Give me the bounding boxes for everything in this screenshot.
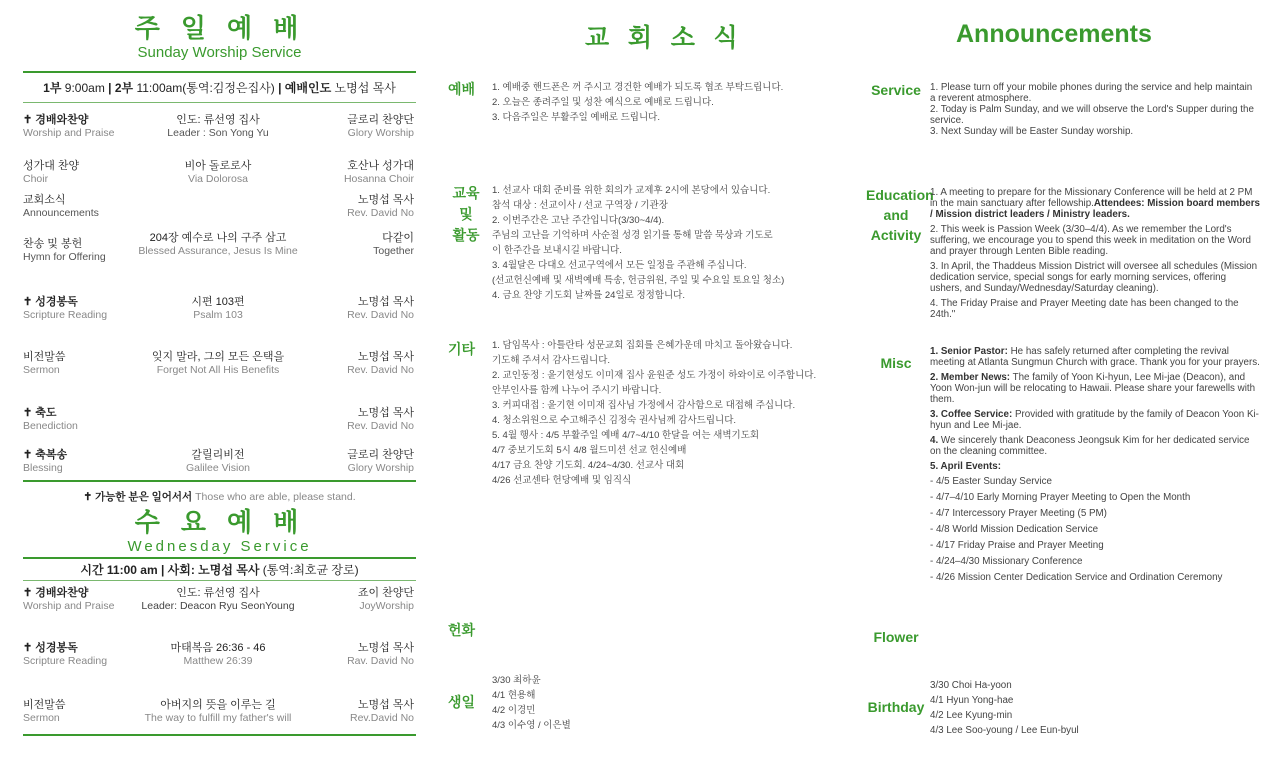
order-item-en: Scripture Reading	[23, 655, 108, 667]
note-text: The family of Yoon Ki-hyun, Lee Mi-jae (Deacon), and Yoon Won-jun will be relocating to Hawaii. Please share your farewells with them.	[930, 372, 1256, 405]
order-person-en: Rev. David No	[347, 420, 414, 432]
birthday-item: 4/3 Lee Soo-young / Lee Eun-byul	[930, 725, 1079, 736]
order-person-en: Rav. David No	[347, 655, 414, 667]
order-item-en: Scripture Reading	[23, 309, 108, 321]
divider	[23, 480, 416, 482]
order-detail-kr: 갈릴리비전	[191, 449, 245, 461]
note-line: 4/26 선교센타 헌당예배 및 임직식	[492, 475, 632, 486]
note-line: 2. 교인동정 : 윤기현성도 이미재 집사 윤원준 성도 가정이 하와이로 이주합니다.	[492, 370, 817, 381]
order-detail-en: Psalm 103	[193, 309, 243, 321]
note-heading: 2. Member News:	[930, 372, 1011, 383]
birthday-label: 생일	[448, 695, 476, 711]
note-line: 4. 금요 찬양 기도회 날짜를 24일로 정정합니다.	[492, 290, 685, 301]
birthday-item: 4/2 Lee Kyung-min	[930, 710, 1013, 721]
service-2-label: 2부	[114, 81, 134, 95]
note-heading: 1. Senior Pastor:	[930, 346, 1008, 357]
birthday-item: 3/30 Choi Ha-yoon	[930, 680, 1012, 691]
order-person-en: Rev. David No	[347, 309, 414, 321]
order-person-kr: 노명섭 목사	[357, 407, 414, 419]
flower-label: 헌화	[448, 623, 476, 639]
note-line: 4/7 중보기도회 5시 4/8 월드미션 선교 헌신예배	[492, 445, 687, 456]
order-item-kr: ✝ 경배와찬양	[23, 587, 89, 599]
note-paragraph	[930, 372, 1260, 405]
note-line: 기도해 주셔서 감사드립니다.	[492, 355, 611, 366]
order-item-kr: 성가대 찬양	[23, 160, 80, 172]
misc-notes	[492, 338, 816, 488]
event-item: - 4/8 World Mission Dedication Service	[930, 524, 1260, 535]
wednesday-subtitle: Wednesday Service	[127, 538, 312, 555]
divider	[23, 580, 416, 581]
note-line: 1. Please turn off your mobile phones during the service and help maintain a reverent atmosphere.	[930, 82, 1253, 104]
sunday-time-bar	[23, 79, 416, 96]
announcements-title: Announcements	[956, 20, 1152, 48]
order-detail-kr: 비아 돌로로사	[184, 160, 252, 172]
note-line: 참석 대상 : 선교이사 / 선교 구역장 / 기관장	[492, 200, 668, 211]
birthday-list	[930, 678, 1260, 738]
order-detail-kr: 시편 103편	[191, 296, 245, 308]
birthday-item: 4/3 이수영 / 이은별	[492, 720, 571, 731]
order-person-kr: 호산나 성가대	[347, 160, 414, 172]
divider	[23, 102, 416, 103]
order-person-kr: 다같이	[382, 232, 414, 244]
divider	[23, 71, 416, 73]
note-text: Provided with gratitude by the family of Deacon Yoon Ki-hyun and Lee Mi-jae.	[930, 409, 1259, 431]
event-item: - 4/5 Easter Sunday Service	[930, 476, 1260, 487]
order-item-kr: 비전말씀	[23, 699, 66, 711]
note-line: 2. 이번주간은 고난 주간입니다(3/30~4/4).	[492, 215, 665, 226]
order-item-en: Sermon	[23, 712, 60, 724]
education-label-line: Education	[866, 187, 934, 203]
order-item-kr: 교회소식	[23, 194, 66, 206]
separator: |	[108, 81, 115, 95]
note-line: 3. 커피대접 : 윤기현 이미재 집사님 가정에서 감사함으로 대접해 주십니다.	[492, 400, 796, 411]
church-news-column	[448, 0, 848, 777]
order-item-en: Benediction	[23, 420, 78, 432]
order-detail-kr: 마태복음 26:36 - 46	[170, 642, 266, 654]
order-item-kr: ✝ 성경봉독	[23, 296, 78, 308]
order-item-kr: ✝ 성경봉독	[23, 642, 78, 654]
note-line: 4. 청소위원으로 수고해주신 김정숙 권사님께 감사드립니다.	[492, 415, 737, 426]
order-item-en: Announcements	[23, 207, 99, 219]
order-person-kr: 노명섭 목사	[357, 699, 414, 711]
wednesday-title: 수 요 예 배	[134, 508, 305, 538]
order-detail-en: Forget Not All His Benefits	[156, 364, 280, 376]
note-line: 1. 예배중 핸드폰은 꺼 주시고 경건한 예배가 되도록 협조 부탁드립니다.	[492, 82, 784, 93]
announcements-column	[866, 0, 1266, 777]
note-paragraph	[930, 435, 1260, 457]
order-person-kr: 글로리 찬양단	[347, 114, 414, 126]
service-2-time: 11:00am(통역:김정은집사)	[133, 81, 279, 95]
note-line: 3. Next Sunday will be Easter Sunday worship.	[930, 126, 1134, 137]
note-text: Attendees: Mission board members / Mission district leaders / Ministry leaders.	[930, 198, 1260, 220]
order-person-kr: 노명섭 목사	[357, 351, 414, 363]
education-label-line: and	[883, 207, 909, 223]
separator: |	[278, 81, 285, 95]
order-detail-kr: 인도: 류선영 집사	[176, 114, 260, 126]
note-line: 주님의 고난을 기억하며 사순절 성경 읽기를 통해 말씀 묵상과 기도로	[492, 230, 773, 241]
note-line: 3. 4월달은 다대오 선교구역에서 모든 일정을 주관해 주십니다.	[492, 260, 747, 271]
note-line: 2. Today is Palm Sunday, and we will observe the Lord's Supper during the service.	[930, 104, 1254, 126]
event-item: - 4/7 Intercessory Prayer Meeting (5 PM)	[930, 508, 1260, 519]
order-detail-en: The way to fulfill my father's will	[144, 712, 292, 724]
order-person-en: Rev. David No	[347, 364, 414, 376]
note-heading: 5. April Events:	[930, 461, 1001, 472]
order-item-en: Worship and Praise	[23, 127, 115, 139]
order-person-kr: 죠이 찬양단	[357, 587, 414, 599]
note-heading: 3. Coffee Service:	[930, 409, 1013, 420]
worship-label: 예배	[448, 82, 476, 98]
birthday-label: Birthday	[867, 699, 925, 715]
note-heading: 4.	[930, 435, 939, 446]
note-line: 5. 4월 행사 : 4/5 부활주일 예배 4/7~4/10 한달을 여는 새벽기도회	[492, 430, 760, 441]
service-notes	[930, 82, 1260, 137]
divider	[23, 557, 416, 559]
note-line: 4/17 금요 찬양 기도회. 4/24~4/30. 선교사 대회	[492, 460, 685, 471]
order-item-kr: ✝ 경배와찬양	[23, 114, 89, 126]
note-line: 1. 선교사 대회 준비를 위한 회의가 교제후 2시에 본당에서 있습니다.	[492, 185, 771, 196]
event-item: - 4/17 Friday Praise and Prayer Meeting	[930, 540, 1260, 551]
birthday-item: 4/1 현용해	[492, 690, 536, 701]
wednesday-time-bar	[23, 561, 416, 578]
education-notes	[930, 187, 1260, 324]
note-line: 2. 오늘은 종려주일 및 성찬 예식으로 예배로 드립니다.	[492, 97, 714, 108]
order-item-kr: ✝ 축복송	[23, 449, 68, 461]
note-line: 3. 다음주일은 부활주일 예배로 드립니다.	[492, 112, 660, 123]
order-detail-en: Leader : Son Yong Yu	[167, 127, 269, 139]
order-person-en: Glory Worship	[347, 127, 414, 139]
order-detail-en: Leader: Deacon Ryu SeonYoung	[141, 600, 295, 612]
worship-notes	[492, 80, 783, 125]
leader-label: 예배인도	[284, 81, 332, 95]
order-item-kr: ✝ 축도	[23, 407, 57, 419]
misc-label: 기타	[448, 342, 476, 358]
order-detail-en: Galilee Vision	[185, 462, 250, 474]
education-label-line: 교육	[452, 186, 480, 202]
birthday-item: 3/30 최하윤	[492, 675, 541, 686]
stand-note-en: Those who are able, please stand.	[192, 491, 356, 503]
event-item: - 4/26 Mission Center Dedication Service and Ordination Ceremony	[930, 572, 1260, 583]
service-1-time: 9:00am	[61, 81, 109, 95]
order-person-en: JoyWorship	[359, 600, 414, 612]
misc-notes	[930, 346, 1260, 588]
order-item-en: Choir	[23, 173, 49, 185]
order-person-kr: 글로리 찬양단	[347, 449, 414, 461]
birthday-item: 4/2 이경민	[492, 705, 536, 716]
church-news-title: 교 회 소 식	[585, 23, 743, 52]
note-paragraph	[930, 187, 1260, 220]
note-line: (선교헌신예배 및 새벽예배 특송, 헌금위원, 주일 및 수요일 토요일 청소)	[492, 275, 785, 286]
stand-note	[23, 489, 416, 504]
service-label: Service	[871, 82, 921, 98]
event-item: - 4/7–4/10 Early Morning Prayer Meeting to Open the Month	[930, 492, 1260, 503]
wednesday-time: 시간 11:00 am |	[80, 563, 168, 577]
service-1-label: 1부	[43, 81, 62, 95]
sunday-title: 주 일 예 배	[134, 14, 305, 44]
note-paragraph	[930, 409, 1260, 431]
order-person-en: Glory Worship	[347, 462, 414, 474]
order-item-kr: 비전말씀	[23, 351, 66, 363]
education-label-line: 활동	[452, 228, 480, 244]
order-detail-kr: 잊지 말라, 그의 모든 은택을	[151, 351, 285, 363]
stand-note-kr: ✝ 가능한 분은 일어서서	[83, 491, 193, 503]
order-item-en: Sermon	[23, 364, 60, 376]
sunday-subtitle: Sunday Worship Service	[137, 44, 302, 61]
order-person-en: Together	[373, 245, 414, 257]
order-item-en: Blessing	[23, 462, 63, 474]
misc-label: Misc	[880, 355, 912, 371]
note-line: 안부인사를 함께 나누어 주시기 바랍니다.	[492, 385, 662, 396]
order-person-en: Rev.David No	[350, 712, 414, 724]
order-detail-kr: 204장 예수로 나의 구주 삼고	[149, 232, 287, 244]
note-paragraph	[930, 346, 1260, 368]
birthday-list	[492, 673, 571, 733]
order-detail-en: Blessed Assurance, Jesus Is Mine	[138, 245, 298, 257]
order-detail-kr: 아버지의 뜻을 이루는 길	[160, 699, 276, 711]
april-events-list	[930, 476, 1260, 583]
note-text: We sincerely thank Deaconess Jeongsuk Kim for her dedicated service on the cleaning committee.	[930, 435, 1250, 457]
education-notes	[492, 183, 784, 303]
flower-label: Flower	[873, 629, 919, 645]
order-person-kr: 노명섭 목사	[357, 194, 414, 206]
order-item-en: Hymn for Offering	[23, 251, 106, 263]
note-paragraph: 3. In April, the Thaddeus Mission District will oversee all schedules (Mission dedication service, special songs for early morning services, offering ushers, and Sunday/Wednesday/Saturday cleaning).	[930, 261, 1258, 294]
order-detail-en: Matthew 26:39	[183, 655, 253, 667]
order-item-kr: 찬송 및 봉헌	[23, 238, 83, 250]
order-person-en: Rev. David No	[347, 207, 414, 219]
leader-name: 노명섭 목사	[331, 81, 396, 95]
order-detail-en: Via Dolorosa	[188, 173, 248, 185]
order-person-en: Hosanna Choir	[343, 173, 414, 185]
note-text: He has safely returned after completing the revival meeting at Atlanta Sungmun Church with grace. Thank you for your prayers.	[930, 346, 1260, 368]
order-item-en: Worship and Praise	[23, 600, 115, 612]
education-label	[448, 184, 484, 247]
education-label-line: 및	[459, 207, 473, 223]
event-item: - 4/24–4/30 Missionary Conference	[930, 556, 1260, 567]
education-label	[866, 185, 934, 245]
note-text: 1. A meeting to prepare for the Missionary Conference will be held at 2 PM in the main sanctuary after fellowship.	[930, 187, 1253, 209]
order-person-kr: 노명섭 목사	[357, 296, 414, 308]
education-label-line: Activity	[870, 227, 922, 243]
note-paragraph	[930, 461, 1260, 472]
divider	[23, 734, 416, 736]
wednesday-interpreter: (통역:최호균 장로)	[259, 563, 359, 577]
birthday-item: 4/1 Hyun Yong-hae	[930, 695, 1014, 706]
wednesday-host: 사회: 노명섭 목사	[167, 563, 260, 577]
note-paragraph: 4. The Friday Praise and Prayer Meeting date has been changed to the 24th."	[930, 298, 1239, 320]
order-person-kr: 노명섭 목사	[357, 642, 414, 654]
note-line: 이 한주간을 보내시길 바랍니다.	[492, 245, 622, 256]
note-line: 1. 담임목사 : 아틀란타 성문교회 집회를 은혜가운데 마치고 돌아왔습니다.	[492, 340, 793, 351]
order-detail-kr: 인도: 류선영 집사	[176, 587, 260, 599]
note-paragraph: 2. This week is Passion Week (3/30–4/4). As we remember the Lord's suffering, we encourage you to spend this week in meditation on the Word and prayer through Lenten Bible reading.	[930, 224, 1251, 257]
